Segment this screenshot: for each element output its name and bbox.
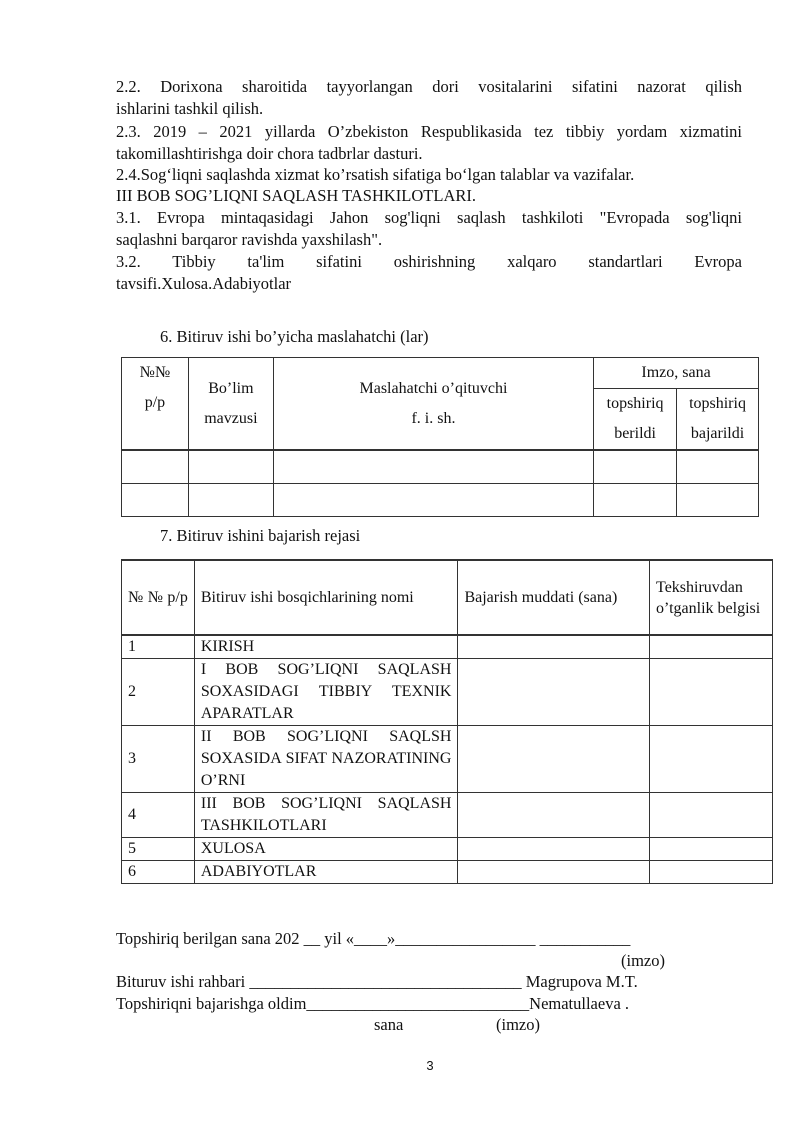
- col-number-label-2: p/p: [144, 394, 166, 411]
- col-number-header: № № p/p: [122, 560, 195, 635]
- stage-name: XULOSA: [194, 838, 458, 861]
- col-done-header: [677, 389, 759, 451]
- col-section-header: [188, 358, 273, 451]
- signature-caption-2: (imzo): [496, 1015, 540, 1034]
- col-given-label-2: berildi: [614, 425, 656, 442]
- col-number-header: [122, 358, 189, 451]
- stage-name: I BOB SOG’LIQNI SAQLASH SOXASIDAGI TIBBIY TEXNIK APARATLAR: [194, 659, 458, 726]
- table-row: [122, 483, 759, 516]
- plan-table: [121, 559, 773, 884]
- row-number: 6: [122, 861, 195, 884]
- table-row: [122, 838, 773, 861]
- stage-name: III BOB SOG’LIQNI SAQLASH TASHKILOTLARI: [194, 793, 458, 838]
- contents-line-3-1-cont: saqlashni barqaror ravishda yaxshilash".: [116, 230, 383, 249]
- date-caption: sana: [374, 1015, 404, 1034]
- received-line: Topshiriqni bajarishga oldim___________________________Nematullaeva .: [116, 994, 630, 1013]
- contents-line-2-4: 2.4.Sog‘liqni saqlashda xizmat ko’rsatish sifatiga bo‘lgan talablar va vazifalar.: [116, 165, 635, 184]
- col-check-header: Tekshiruvdan o’tganlik belgisi: [650, 560, 773, 635]
- col-given-label-1: topshiriq: [606, 395, 664, 412]
- contents-line-3-2: 3.2. Tibbiy ta'lim sifatini oshirishning xalqaro standartlari Evropa: [116, 252, 742, 271]
- contents-line-2-2-cont: ishlarini tashkil qilish.: [116, 99, 264, 118]
- col-section-label-2: mavzusi: [204, 409, 258, 427]
- col-teacher-label-1: Maslahatchi o’qituvchi: [359, 379, 508, 397]
- row-number: 2: [122, 659, 195, 726]
- signature-caption: (imzo): [621, 951, 665, 970]
- table-row: [122, 861, 773, 884]
- contents-line-2-3: 2.3. 2019 – 2021 yillarda O’zbekiston Respublikasida tez tibbiy yordam xizmatini: [116, 122, 742, 141]
- col-number-label-1: №№: [139, 364, 171, 381]
- table-row: [122, 793, 773, 838]
- page-number: 3: [426, 1058, 434, 1073]
- contents-chapter-3: III BOB SOG’LIQNI SAQLASH TASHKILOTLARI.: [116, 186, 476, 205]
- stage-name: II BOB SOG’LIQNI SAQLSH SOXASIDA SIFAT NAZORATINING O’RNI: [194, 726, 458, 793]
- contents-line-2-3-cont: takomillashtirishga doir chora tadbrlar dasturi.: [116, 144, 423, 163]
- contents-line-2-2: 2.2. Dorixona sharoitida tayyorlangan dori vositalarini sifatini nazorat qilish: [116, 77, 742, 96]
- stage-name: KIRISH: [194, 635, 458, 659]
- table-row: [122, 726, 773, 793]
- col-given-header: [594, 389, 677, 451]
- col-done-label-2: bajarildi: [690, 425, 745, 442]
- table-row: [122, 635, 773, 659]
- section-6-heading: 6. Bitiruv ishi bo’yicha maslahatchi (lar): [160, 327, 429, 346]
- row-number: 3: [122, 726, 195, 793]
- col-done-label-1: topshiriq: [689, 395, 746, 412]
- section-7-heading: 7. Bitiruv ishini bajarish rejasi: [160, 526, 361, 545]
- col-teacher-label-2: f. i. sh.: [411, 409, 456, 427]
- row-number: 1: [122, 635, 195, 659]
- col-deadline-header: Bajarish muddati (sana): [458, 560, 650, 635]
- table-row: [122, 450, 759, 483]
- table-row: [122, 659, 773, 726]
- row-number: 4: [122, 793, 195, 838]
- row-number: 5: [122, 838, 195, 861]
- col-section-label-1: Bo’lim: [208, 379, 254, 397]
- col-stage-header: Bitiruv ishi bosqichlarining nomi: [194, 560, 458, 635]
- assignment-date-line: Topshiriq berilgan sana 202 __ yil «____»_________________ ___________: [116, 929, 631, 948]
- stage-name: ADABIYOTLAR: [194, 861, 458, 884]
- consultants-table: [121, 357, 759, 517]
- contents-line-3-2-cont: tavsifi.Xulosa.Adabiyotlar: [116, 274, 292, 293]
- col-teacher-header: [273, 358, 593, 451]
- supervisor-line: Bituruv ishi rahbari _________________________________ Magrupova M.T.: [116, 972, 638, 991]
- contents-line-3-1: 3.1. Evropa mintaqasidagi Jahon sog'liqni saqlash tashkiloti "Evropada sog'liqni: [116, 208, 742, 227]
- col-signature-header: Imzo, sana: [594, 358, 759, 389]
